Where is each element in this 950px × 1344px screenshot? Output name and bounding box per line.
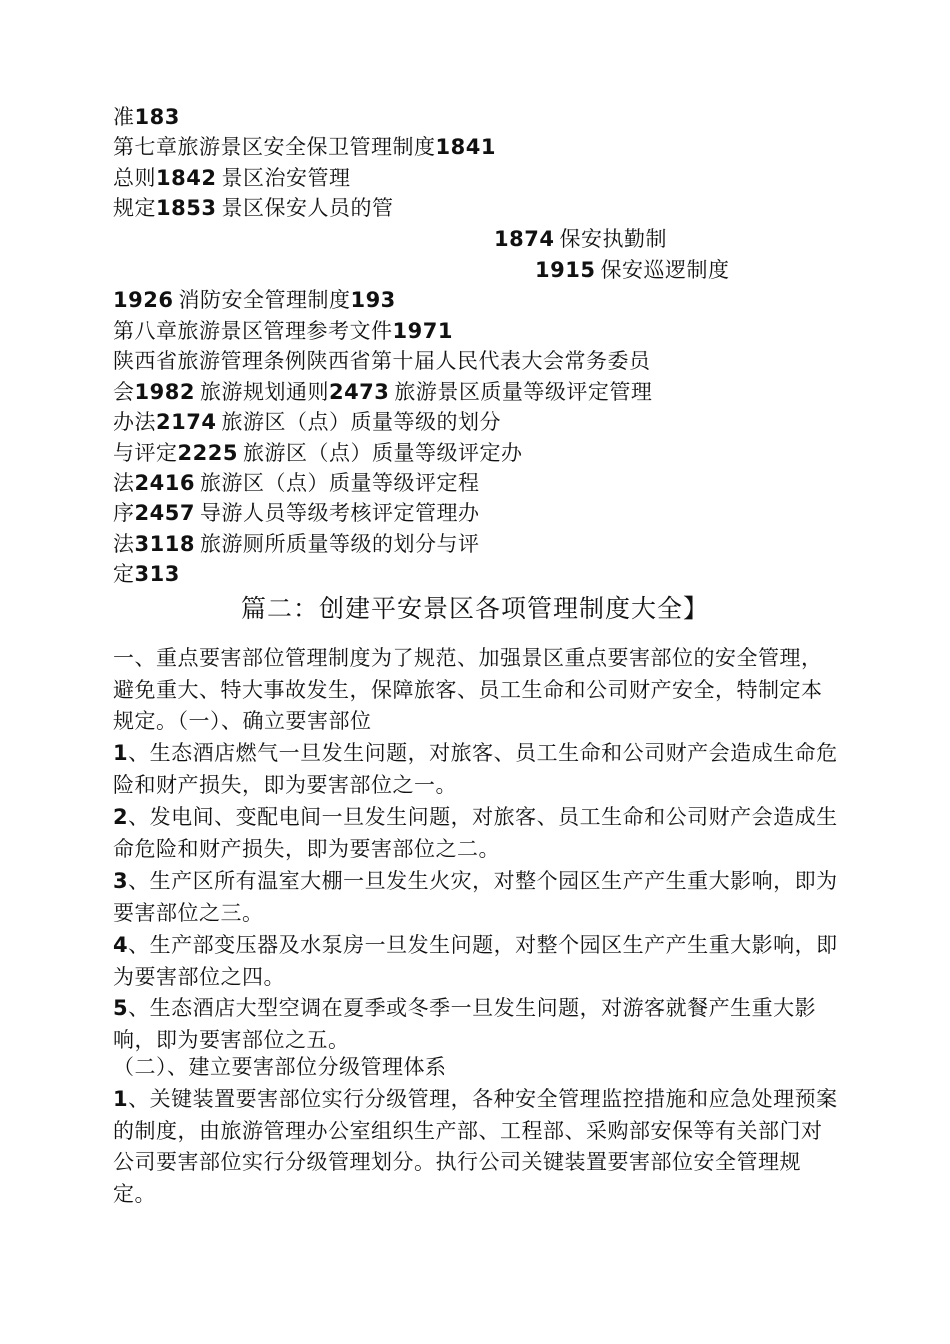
toc-text: 旅游规划通则 <box>199 380 329 404</box>
list-item <box>113 738 843 801</box>
item-text: 、生产部变压器及水泵房一旦发生问题，对整个园区生产产生重大影响，即为要害部位之四。 <box>113 933 838 989</box>
toc-text: 规定 <box>113 196 156 220</box>
toc-page-number: 1842 <box>156 166 217 190</box>
toc-text: 总则 <box>113 166 156 190</box>
toc-text: 导游人员等级考核评定管理办 <box>199 501 480 525</box>
toc-text: 保安巡逻制度 <box>600 258 730 282</box>
toc-text: 定 <box>113 562 135 586</box>
toc-text: 旅游区（点）质量等级评定办 <box>242 441 523 465</box>
toc-line <box>113 132 496 162</box>
toc-page-number: 313 <box>134 562 180 586</box>
intro-paragraph: 一、重点要害部位管理制度为了规范、加强景区重点要害部位的安全管理，避免重大、特大事故发生，保障旅客、员工生命和公司财产安全，特制定本规定。（一）、确立要害部位 <box>113 646 823 733</box>
toc-text: 消防安全管理制度 <box>178 288 351 312</box>
toc-page-number: 1982 <box>134 380 195 404</box>
toc-line <box>113 529 479 559</box>
toc-text: 与评定 <box>113 441 178 465</box>
list-item <box>113 930 843 993</box>
item-number: 3 <box>113 869 129 893</box>
toc-line <box>113 377 652 407</box>
item-text: 、生产区所有温室大棚一旦发生火灾，对整个园区生产产生重大影响，即为要害部位之三。 <box>113 869 838 925</box>
item-number: 1 <box>113 1087 129 1111</box>
toc-text: 陕西省旅游管理条例陕西省第十届人民代表大会常务委员 <box>113 349 651 373</box>
item-text: 、生态酒店燃气一旦发生问题，对旅客、员工生命和公司财产会造成生命危险和财产损失，即为要害部位之一。 <box>113 741 838 797</box>
toc-text: 保安执勤制 <box>559 227 667 251</box>
toc-line <box>494 224 667 254</box>
toc-text: 准 <box>113 105 135 129</box>
toc-line <box>113 163 350 193</box>
toc-text: 法 <box>113 532 135 556</box>
list-item <box>113 993 843 1056</box>
toc-page-number: 1853 <box>156 196 217 220</box>
list-item <box>113 802 843 865</box>
toc-page-number: 2174 <box>156 410 217 434</box>
list-item <box>113 1084 843 1210</box>
section-title: 篇二：创建平安景区各项管理制度大全】 <box>240 594 709 623</box>
item-number: 2 <box>113 805 129 829</box>
toc-line <box>535 255 729 285</box>
toc-line <box>113 316 453 346</box>
toc-line <box>113 285 396 315</box>
item-number: 4 <box>113 933 129 957</box>
toc-text: 旅游景区质量等级评定管理 <box>394 380 653 404</box>
toc-line <box>113 102 180 132</box>
toc-line <box>113 468 479 498</box>
toc-text: 会 <box>113 380 135 404</box>
toc-text: 旅游区（点）质量等级评定程 <box>199 471 480 495</box>
toc-page-number: 1841 <box>435 135 496 159</box>
toc-page-number: 3118 <box>134 532 195 556</box>
toc-page-number: 2416 <box>134 471 195 495</box>
toc-page-number: 1915 <box>535 258 596 282</box>
toc-page-number: 183 <box>134 105 180 129</box>
toc-text: 景区保安人员的管 <box>221 196 394 220</box>
toc-page-number: 2473 <box>328 380 390 404</box>
toc-line <box>113 559 180 589</box>
toc-line <box>113 346 651 376</box>
toc-page-number: 193 <box>350 288 396 312</box>
toc-text: 旅游区（点）质量等级的划分 <box>221 410 501 434</box>
toc-line <box>113 438 522 468</box>
item-text: 、生态酒店大型空调在夏季或冬季一旦发生问题，对游客就餐产生重大影响，即为要害部位之五。 <box>113 996 817 1052</box>
toc-text: 第八章旅游景区管理参考文件 <box>113 319 393 343</box>
item-text: 、关键装置要害部位实行分级管理，各种安全管理监控措施和应急处理预案的制度，由旅游管理办公室组织生产部、工程部、采购部安保等有关部门对公司要害部位实行分级管理划分。执行公司关键装置要害部位安全管理规定。 <box>113 1087 838 1206</box>
toc-text: 旅游厕所质量等级的划分与评 <box>199 532 480 556</box>
toc-line <box>113 498 479 528</box>
toc-page-number: 1926 <box>113 288 174 312</box>
list-item <box>113 866 843 929</box>
subheading: （二）、建立要害部位分级管理体系 <box>113 1055 447 1079</box>
toc-text: 景区治安管理 <box>221 166 351 190</box>
toc-text: 第七章旅游景区安全保卫管理制度 <box>113 135 436 159</box>
toc-text: 序 <box>113 501 135 525</box>
toc-text: 法 <box>113 471 135 495</box>
toc-page-number: 2225 <box>177 441 238 465</box>
item-number: 5 <box>113 996 129 1020</box>
item-text: 、发电间、变配电间一旦发生问题，对旅客、员工生命和公司财产会造成生命危险和财产损失，即为要害部位之二。 <box>113 805 838 861</box>
item-number: 1 <box>113 741 129 765</box>
toc-text: 办法 <box>113 410 156 434</box>
toc-page-number: 1874 <box>494 227 555 251</box>
toc-line <box>113 407 501 437</box>
toc-page-number: 2457 <box>134 501 195 525</box>
toc-page-number: 1971 <box>392 319 453 343</box>
toc-line <box>113 193 393 223</box>
